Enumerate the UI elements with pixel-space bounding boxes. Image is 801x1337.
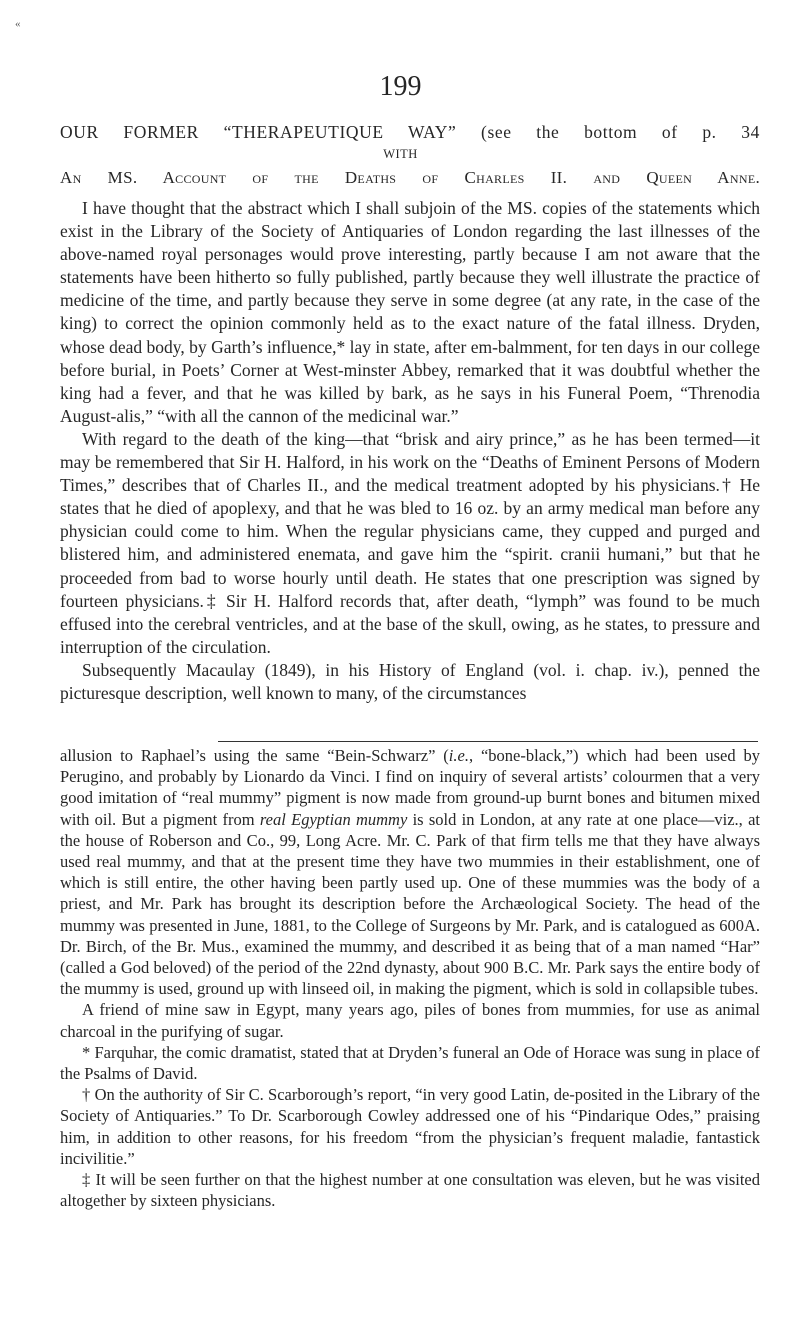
section-heading: OUR FORMER “THERAPEUTIQUE WAY” (see the bottom of p. 34 [60, 122, 760, 142]
footnote-continuation [60, 745, 760, 999]
footnotes [60, 745, 760, 1211]
page-number: 199 [379, 71, 422, 102]
footnote-paragraph: A friend of mine saw in Egypt, many years ago, piles of bones from mummies, for use as animal charcoal in the purifying of sugar. [60, 1000, 760, 1041]
footnote-dryden: * Farquhar, the comic dramatist, stated that at Dryden’s funeral an Ode of Horace was sung in place of the Psalms of David. [60, 1042, 760, 1084]
footnote-physicians: ‡ It will be seen further on that the highest number at one consultation was eleven, but he was visited altogether by sixteen physicians. [60, 1170, 760, 1211]
footnote-text: allusion to Raphael’s using the same “Bein-Schwarz” ( [60, 746, 449, 765]
footnote-divider [218, 741, 758, 742]
body-paragraph: I have thought that the abstract which I shall subjoin of the MS. copies of the statements which exist in the Library of the Society of Antiquaries of London regarding the last illnesses of the above-named royal personages would prove interesting, partly because I am not aware that the statements have been hitherto so fully published, partly because they well illustrate the practice of medicine of the time, and partly because they serve in some degree (at any rate, in the case of the king) to correct the opinion commonly held as to the exact nature of the fatal illness. Dryden, whose dead body, by Garth’s influence,* lay in state, after em-balmment, for ten days in our college before burial, in Poets’ Corner at West-minster Abbey, remarked that it was doubtful whether the king had a fever, and that he was killed by bark, as he says in his Funeral Poem, “Threnodia August-alis,” “with all the cannon of the medicinal war.” [60, 198, 760, 426]
heading-connector: WITH [383, 147, 418, 161]
section-subtitle: An MS. Account of the Deaths of Charles II. and Queen Anne. [60, 168, 760, 187]
corner-mark: « [15, 18, 21, 30]
footnote-italic-phrase: real Egyptian mummy [259, 809, 408, 829]
body-paragraph: With regard to the death of the king—that “brisk and airy prince,” as he has been termed—it may be remembered that Sir H. Halford, in his work on the “Deaths of Eminent Persons of Modern Times,” describes that of Charles II., and the medical treatment adopted by his physicians.† He states that he died of apoplexy, and that he was bled to 16 oz. by an army medical man before any physician could come to him. When the regular physicians came, they cupped and purged and blistered him, and administered enemata, and gave him the “spirit. cranii humani,” but that he proceeded from bad to worse hourly until death. He states that one prescription was signed by fourteen physicians.‡ Sir H. Halford records that, after death, “lymph” was found to be much effused into the cerebral ventricles, and at the base of the skull, owing, as he states, to pressure and interruption of the circulation. [60, 428, 760, 657]
footnote-text: is sold in London, at any rate at one place—viz., at the house of Roberson and Co., 99, Long Acre. Mr. C. Park of that firm tells me that they have always used real mummy, and that at the present time they have two mummies in their establishment, one of which is still entire, the other having been partly used up. One of these mummies was the body of a priest, and Mr. Park has brought its description before the Archæological Society. The head of the mummy was presented in June, 1881, to the College of Surgeons by Mr. Park, and is catalogued as 600A. Dr. Birch, of the Br. Mus., examined the mummy, and described it as being that of a man named “Har” (called a God beloved) of the period of the 22nd dynasty, about 900 B.C. Mr. Park says the entire body of the mummy is used, ground up with linseed oil, in making the pigment, which is sold in collapsible tubes. [60, 809, 760, 999]
footnote-scarborough: † On the authority of Sir C. Scarborough’s report, “in very good Latin, de-posited in the Library of the Society of Antiquaries.” To Dr. Scarborough Cowley addressed one of his “Pindarique Odes,” praising him, in addition to other reasons, for his freedom “from the physician’s frequent maladie, fantastick incivilitie.” [60, 1085, 760, 1168]
main-text [60, 197, 760, 705]
body-paragraph: Subsequently Macaulay (1849), in his History of England (vol. i. chap. iv.), penned the picturesque description, well known to many, of the circumstances [60, 659, 760, 703]
footnote-italic-abbrev: i.e. [448, 746, 469, 765]
footnote-text: , “bone-black,”) which had been used by Perugino, and probably by Lionardo da Vinci. I find on inquiry of several artists’ colourmen that a very good imitation of “real mummy” pigment is now made from ground-up burnt bones and bitumen mixed with oil. But a pigment from [60, 746, 760, 829]
